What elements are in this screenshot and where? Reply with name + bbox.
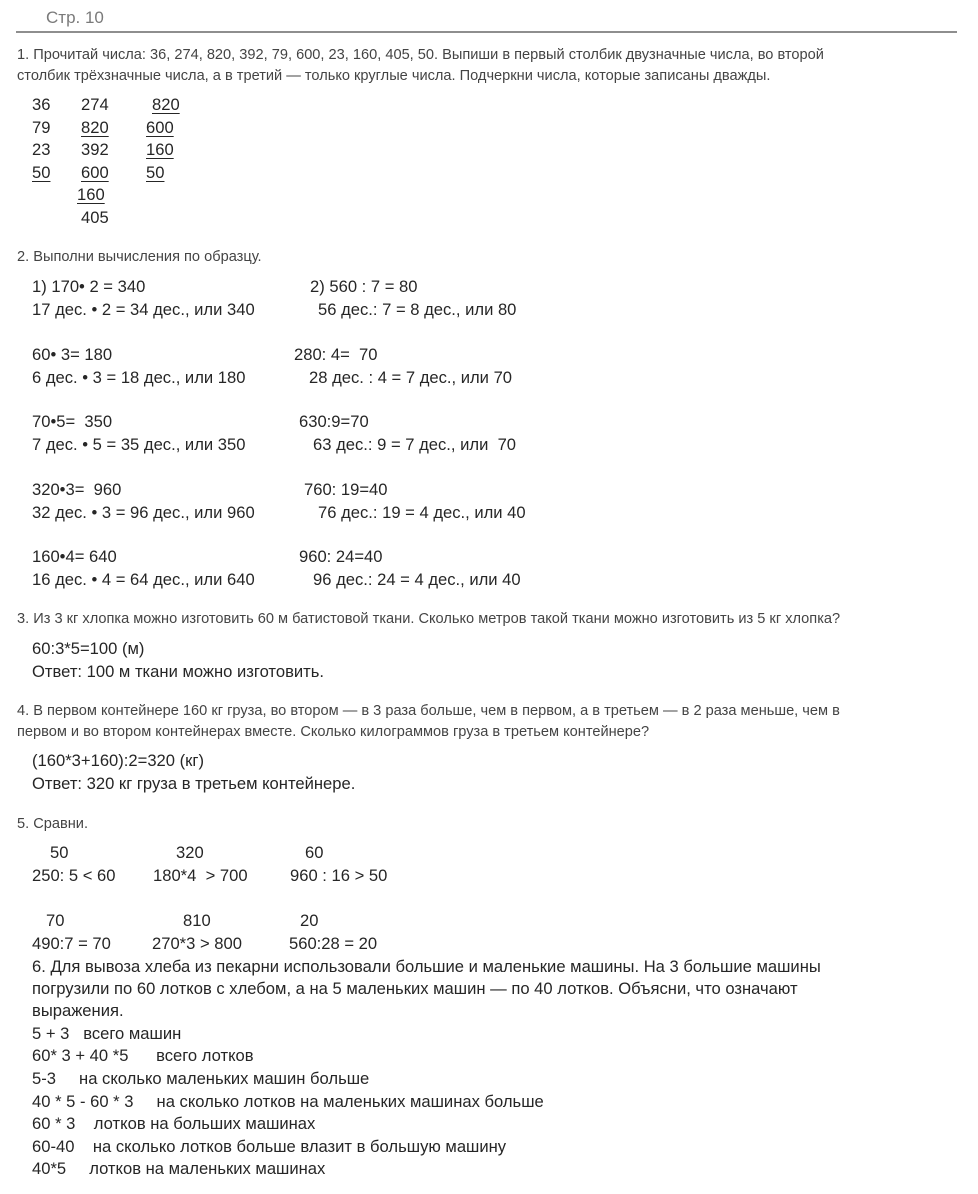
task1-col1-item-underlined: 50: [32, 163, 51, 182]
task6-text-line2: погрузили по 60 лотков с хлебом, а на 5 маленьких машин — по 40 лотков. Объясни, что означают: [32, 979, 798, 998]
task1-col3-item-underlined: 160: [146, 140, 174, 159]
task2-left-line: 7 дес. • 5 = 35 дес., или 350: [32, 435, 246, 454]
task2-left-line: 320•3= 960: [32, 480, 122, 499]
task3-answer: Ответ: 100 м ткани можно изготовить.: [32, 662, 325, 681]
task5-expression: 490:7 = 70: [32, 934, 111, 953]
task1-col1-item: 23: [32, 140, 51, 159]
task2-left-line: 17 дес. • 2 = 34 дес., или 340: [32, 300, 255, 319]
task5-expression: 180*4 > 700: [153, 866, 248, 885]
task6-text-line1: 6. Для вывоза хлеба из пекарни использовали большие и маленькие машины. На 3 большие машины: [32, 957, 821, 976]
task5-expression: 960 : 16 > 50: [290, 866, 388, 885]
task5-value: 60: [305, 843, 324, 862]
task3-solution: 60:3*5=100 (м): [32, 639, 145, 658]
task6-item: 60 * 3 лотков на больших машинах: [32, 1114, 316, 1133]
task2-left-line: 60• 3= 180: [32, 345, 113, 364]
task6-item: 5-3 на сколько маленьких машин больше: [32, 1069, 370, 1088]
task6-item: 5 + 3 всего машин: [32, 1024, 182, 1043]
task6-item: 40 * 5 - 60 * 3 на сколько лотков на маленьких машинах больше: [32, 1092, 544, 1111]
task1-col2-item-underlined: 160: [77, 185, 105, 204]
task1-col2-item: 274: [81, 95, 109, 114]
task5-expression: 250: 5 < 60: [32, 866, 116, 885]
task2-right-line: 280: 4= 70: [294, 345, 378, 364]
task1-text-line2: столбик трёхзначные числа, а в третий — только круглые числа. Подчеркни числа, которые записаны дважды.: [17, 68, 771, 84]
task6-item: 40*5 лотков на маленьких машинах: [32, 1159, 326, 1178]
task4-answer: Ответ: 320 кг груза в третьем контейнере.: [32, 774, 356, 793]
task1-col3-item-underlined: 50: [146, 163, 165, 182]
task1-col2-item: 405: [81, 208, 109, 227]
task2-text: 2. Выполни вычисления по образцу.: [17, 249, 262, 265]
task1-col1-item: 79: [32, 118, 51, 137]
task1-text-line1: 1. Прочитай числа: 36, 274, 820, 392, 79, 600, 23, 160, 405, 50. Выпиши в первый столбик двузначные числа, во второй: [17, 47, 824, 63]
task2-right-line: 28 дес. : 4 = 7 дес., или 70: [309, 368, 513, 387]
task2-left-line: 70•5= 350: [32, 412, 113, 431]
task1-col2-item: 392: [81, 140, 109, 159]
task2-left-line: 16 дес. • 4 = 64 дес., или 640: [32, 570, 255, 589]
task5-value: 810: [183, 911, 211, 930]
task4-solution: (160*3+160):2=320 (кг): [32, 751, 204, 770]
task4-text-line2: первом и во втором контейнерах вместе. Сколько килограммов груза в третьем контейнере?: [17, 724, 650, 740]
page-header: Стр. 10: [46, 8, 104, 27]
task5-text: 5. Сравни.: [17, 816, 89, 832]
task1-col1-item: 36: [32, 95, 51, 114]
task5-value: 50: [50, 843, 69, 862]
task2-right-line: 760: 19=40: [304, 480, 388, 499]
task2-left-line: 160•4= 640: [32, 547, 117, 566]
task5-value: 70: [46, 911, 65, 930]
task2-right-line: 63 дес.: 9 = 7 дес., или 70: [313, 435, 517, 454]
task5-value: 320: [176, 843, 204, 862]
task3-text: 3. Из 3 кг хлопка можно изготовить 60 м батистовой ткани. Сколько метров такой ткани можно изготовить из 5 кг хлопка?: [17, 611, 841, 627]
task1-col2-item-underlined: 600: [81, 163, 109, 182]
task6-item: 60-40 на сколько лотков больше влазит в большую машину: [32, 1137, 507, 1156]
task2-left-line: 6 дес. • 3 = 18 дес., или 180: [32, 368, 246, 387]
task2-right-line: 56 дес.: 7 = 8 дес., или 80: [318, 300, 517, 319]
task2-right-line: 76 дес.: 19 = 4 дес., или 40: [318, 503, 526, 522]
task2-right-line: 2) 560 : 7 = 80: [310, 277, 418, 296]
task2-left-line: 1) 170• 2 = 340: [32, 277, 146, 296]
task6-text-line3: выражения.: [32, 1001, 124, 1020]
task6-item: 60* 3 + 40 *5 всего лотков: [32, 1046, 254, 1065]
task5-expression: 270*3 > 800: [152, 934, 242, 953]
task1-col2-item-underlined: 820: [81, 118, 109, 137]
task2-right-line: 96 дес.: 24 = 4 дес., или 40: [313, 570, 521, 589]
task2-right-line: 630:9=70: [299, 412, 369, 431]
task1-col3-item-underlined: 820: [152, 95, 180, 114]
task2-right-line: 960: 24=40: [299, 547, 383, 566]
task5-expression: 560:28 = 20: [289, 934, 378, 953]
header-divider: [16, 31, 957, 33]
task2-left-line: 32 дес. • 3 = 96 дес., или 960: [32, 503, 255, 522]
task5-value: 20: [300, 911, 319, 930]
task4-text-line1: 4. В первом контейнере 160 кг груза, во втором — в 3 раза больше, чем в первом, а в третьем — в 2 раза меньше, чем в: [17, 703, 840, 719]
task1-col3-item-underlined: 600: [146, 118, 174, 137]
